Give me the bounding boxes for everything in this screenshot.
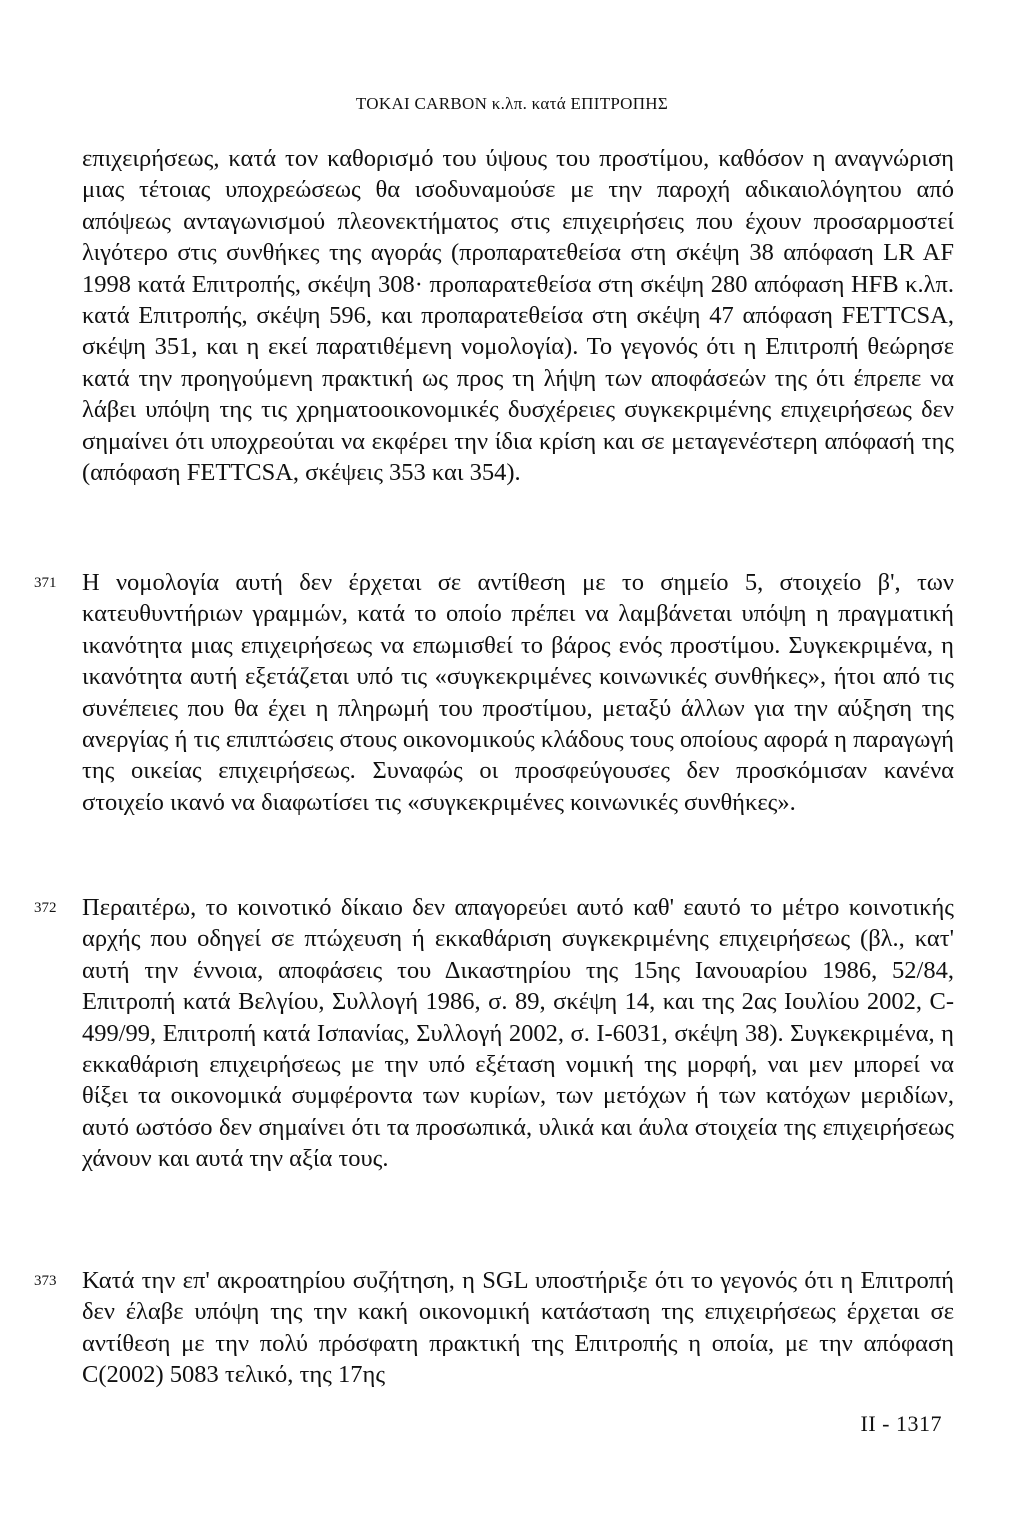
paragraph-continuation: επιχειρήσεως, κατά τον καθορισμό του ύψους του προστίμου, καθόσον η αναγνώριση μιας τέτοιας υποχρεώσεως θα ισοδυναμούσε με την παροχή αδικαιολόγητου από απόψεως ανταγωνισμού πλεονεκτήματος στις επιχειρήσεις που έχουν προσαρμοστεί λιγότερο στις συνθήκες της αγοράς (προπαρατεθείσα στη σκέψη 38 απόφαση LR AF 1998 κατά Επιτροπής, σκέψη 308· προπαρατεθείσα στη σκέψη 280 απόφαση HFB κ.λπ. κατά Επιτροπής, σκέψη 596, και προπαρατεθείσα στη σκέψη 47 απόφαση FETTCSA, σκέψη 351, και η εκεί παρατιθέμενη νομολογία). Το γεγονός ότι η Επιτροπή θεώρησε κατά την προηγούμενη πρακτική ως προς τη λήψη των αποφάσεών της ότι έπρεπε να λάβει υπόψη της τις χρηματοοικονομικές δυσχέρειες συγκεκριμένης επιχειρήσεως δεν σημαίνει ότι υποχρεούται να εκφέρει την ίδια κρίση και σε μεταγενέστερη απόφασή της (απόφαση FETTCSA, σκέψεις 353 και 354).: [82, 145, 954, 487]
running-header: TOKAI CARBON κ.λπ. κατά ΕΠΙΤΡΟΠΗΣ: [355, 94, 669, 113]
paragraph-371-text: Η νομολογία αυτή δεν έρχεται σε αντίθεση με το σημείο 5, στοιχείο β', των κατευθυντήριων γραμμών, κατά το οποίο πρέπει να λαμβάνεται υπόψη η πραγματική ικανότητα μιας επιχειρήσεως να επωμισθεί το βάρος ενός προστίμου. Συγκεκριμένα, η ικανότητα αυτή εξετάζεται υπό τις «συγκεκριμένες κοινωνικές συνθήκες», ήτοι από τις συνέπειες που θα έχει η πληρωμή του προστίμου, μεταξύ άλλων για την αύξηση της ανεργίας ή τις επιπτώσεις στους οικονομικούς κλάδους τους οποίους αφορά η παραγωγή της οικείας επιχειρήσεως. Συναφώς οι προσφεύγουσες δεν προσκόμισαν κανένα στοιχείο ικανό να διαφωτίσει τις «συγκεκριμένες κοινωνικές συνθήκες».: [82, 569, 954, 816]
paragraph-372-text: Περαιτέρω, το κοινοτικό δίκαιο δεν απαγορεύει αυτό καθ' εαυτό το μέτρο κοινοτικής αρχής που οδηγεί σε πτώχευση ή εκκαθάριση συγκεκριμένης επιχειρήσεως (βλ., κατ' αυτή την έννοια, αποφάσεις του Δικαστηρίου της 15ης Ιανουαρίου 1986, 52/84, Επιτροπή κατά Βελγίου, Συλλογή 1986, σ. 89, σκέψη 14, και της 2ας Ιουλίου 2002, C-499/99, Επιτροπή κατά Ισπανίας, Συλλογή 2002, σ. I-6031, σκέψη 38). Συγκεκριμένα, η εκκαθάριση επιχειρήσεως με την υπό εξέταση νομική της μορφή, ναι μεν μπορεί να θίξει τα οικονομικά συμφέροντα των κυρίων, των μετόχων ή των κατόχων μεριδίων, αυτό ωστόσο δεν σημαίνει ότι τα προσωπικά, υλικά και άυλα στοιχεία της επιχειρήσεως χάνουν και αυτά την αξία τους.: [82, 894, 954, 1173]
paragraph-373-text: Κατά την επ' ακροατηρίου συζήτηση, η SGL υποστήριξε ότι το γεγονός ότι η Επιτροπή δεν έλαβε υπόψη της την κακή οικονομική κατάσταση της επιχειρήσεως έρχεται σε αντίθεση με την πολύ πρόσφατη πρακτική της Επιτροπής η οποία, με την απόφαση C(2002) 5083 τελικό, της 17ης: [82, 1267, 954, 1389]
paragraph-number-372: 372: [34, 900, 57, 916]
page-number: II - 1317: [860, 1411, 942, 1436]
paragraph-number-371: 371: [34, 575, 57, 591]
paragraph-number-373: 373: [34, 1273, 57, 1289]
